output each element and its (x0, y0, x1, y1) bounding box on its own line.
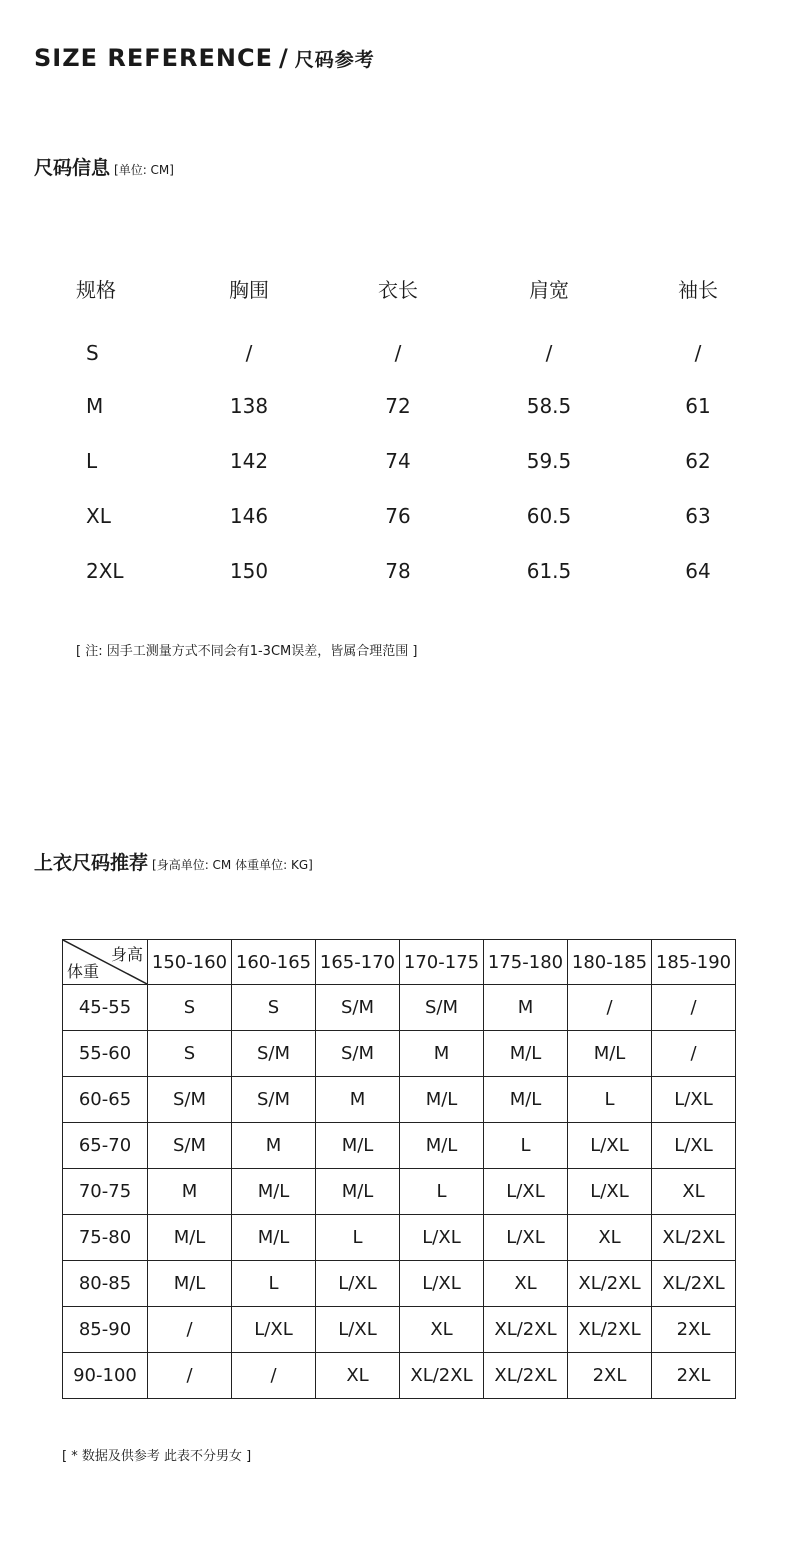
recommend-header-row (63, 940, 736, 985)
size-cell: / (652, 985, 736, 1031)
size-cell: L/XL (316, 1307, 400, 1353)
table-row (63, 985, 736, 1031)
size-cell: L/XL (400, 1215, 484, 1261)
size-cell: L (484, 1123, 568, 1169)
height-range-header: 185-190 (652, 940, 736, 985)
spec-size-label: 2XL (86, 559, 124, 583)
table-row (63, 1307, 736, 1353)
spec-cell: / (545, 341, 553, 365)
size-cell: L (400, 1169, 484, 1215)
weight-range-label: 75-80 (63, 1215, 148, 1261)
height-range-header: 170-175 (400, 940, 484, 985)
size-cell: L/XL (484, 1169, 568, 1215)
size-cell: XL (484, 1261, 568, 1307)
title-separator: / (279, 44, 289, 72)
footer-note: [ * 数据及供参考 此表不分男女 ] (62, 1449, 252, 1464)
size-info-heading: 尺码信息 (34, 157, 111, 179)
weight-range-label: 65-70 (63, 1123, 148, 1169)
weight-range-label: 60-65 (63, 1077, 148, 1123)
size-cell: M/L (316, 1169, 400, 1215)
size-cell: / (568, 985, 652, 1031)
size-cell: M (400, 1031, 484, 1077)
spec-cell: 74 (385, 449, 411, 473)
recommend-header (34, 848, 313, 875)
size-cell: XL/2XL (652, 1215, 736, 1261)
size-cell: 2XL (568, 1353, 652, 1399)
spec-cell: 63 (685, 504, 711, 528)
size-cell: / (652, 1031, 736, 1077)
size-cell: S/M (316, 985, 400, 1031)
size-cell: M/L (568, 1031, 652, 1077)
size-cell: XL (316, 1353, 400, 1399)
size-cell: XL/2XL (400, 1353, 484, 1399)
spec-cell: 76 (385, 504, 411, 528)
height-range-header: 180-185 (568, 940, 652, 985)
size-cell: L (316, 1215, 400, 1261)
weight-range-label: 85-90 (63, 1307, 148, 1353)
size-info-header (34, 153, 174, 180)
table-row (63, 1353, 736, 1399)
spec-cell: 61 (685, 394, 711, 418)
size-cell: S/M (148, 1123, 232, 1169)
spec-cell: / (694, 341, 702, 365)
page-title-cn: 尺码参考 (294, 49, 375, 71)
size-cell: XL/2XL (484, 1307, 568, 1353)
weight-range-label: 55-60 (63, 1031, 148, 1077)
spec-cell: / (245, 341, 253, 365)
size-cell: M/L (232, 1169, 316, 1215)
size-cell: L (232, 1261, 316, 1307)
size-cell: XL/2XL (652, 1261, 736, 1307)
size-cell: M/L (484, 1031, 568, 1077)
measurement-note: [ 注: 因手工测量方式不同会有1-3CM误差，皆属合理范围 ] (76, 644, 418, 659)
page-title-en: SIZE REFERENCE (34, 44, 273, 72)
size-cell: M/L (400, 1077, 484, 1123)
size-cell: L/XL (316, 1261, 400, 1307)
spec-header-row (0, 275, 800, 305)
table-row (63, 1077, 736, 1123)
spec-size-label: XL (86, 504, 111, 528)
size-info-unit: [单位: CM] (114, 163, 174, 177)
size-cell: S/M (232, 1077, 316, 1123)
size-cell: XL/2XL (568, 1261, 652, 1307)
size-cell: L/XL (568, 1169, 652, 1215)
weight-range-label: 80-85 (63, 1261, 148, 1307)
table-row (63, 1261, 736, 1307)
spec-cell: 62 (685, 449, 711, 473)
spec-size-label: M (86, 394, 104, 418)
spec-cell: 138 (229, 394, 269, 418)
height-range-header: 175-180 (484, 940, 568, 985)
size-cell: M/L (400, 1123, 484, 1169)
size-cell: S/M (148, 1077, 232, 1123)
size-cell: M (484, 985, 568, 1031)
size-cell: S/M (400, 985, 484, 1031)
spec-row (0, 501, 800, 531)
spec-column-header: 袖长 (678, 278, 718, 302)
size-cell: S/M (232, 1031, 316, 1077)
size-recommend-table (62, 939, 736, 1399)
size-cell: S (232, 985, 316, 1031)
size-cell: M (148, 1169, 232, 1215)
height-range-header: 150-160 (148, 940, 232, 985)
size-cell: M/L (316, 1123, 400, 1169)
recommend-heading: 上衣尺码推荐 (34, 852, 149, 874)
spec-cell: 72 (385, 394, 411, 418)
size-cell: M/L (148, 1261, 232, 1307)
size-cell: M (232, 1123, 316, 1169)
size-cell: L/XL (652, 1077, 736, 1123)
size-cell: L/XL (484, 1215, 568, 1261)
weight-range-label: 45-55 (63, 985, 148, 1031)
corner-height-label: 身高 (110, 945, 143, 964)
spec-size-label: S (86, 341, 99, 365)
table-row (63, 1169, 736, 1215)
size-cell: M/L (232, 1215, 316, 1261)
size-cell: L/XL (400, 1261, 484, 1307)
height-range-header: 160-165 (232, 940, 316, 985)
height-range-header: 165-170 (316, 940, 400, 985)
size-cell: XL (400, 1307, 484, 1353)
spec-cell: 150 (229, 559, 269, 583)
table-row (63, 1123, 736, 1169)
spec-column-header: 规格 (76, 278, 116, 302)
size-cell: XL (652, 1169, 736, 1215)
size-cell: S/M (316, 1031, 400, 1077)
size-cell: / (148, 1353, 232, 1399)
spec-row (0, 391, 800, 421)
size-cell: L/XL (232, 1307, 316, 1353)
spec-cell: 60.5 (526, 504, 572, 528)
spec-cell: 61.5 (526, 559, 572, 583)
size-cell: M/L (148, 1215, 232, 1261)
spec-cell: 64 (685, 559, 711, 583)
page-title (34, 44, 375, 72)
size-cell: L/XL (568, 1123, 652, 1169)
spec-cell: 146 (229, 504, 269, 528)
size-cell: L/XL (652, 1123, 736, 1169)
spec-cell: 58.5 (526, 394, 572, 418)
spec-row (0, 556, 800, 586)
spec-size-label: L (86, 449, 98, 473)
spec-column-header: 衣长 (378, 278, 418, 302)
size-cell: S (148, 985, 232, 1031)
size-cell: L (568, 1077, 652, 1123)
size-cell: XL/2XL (568, 1307, 652, 1353)
size-cell: S (148, 1031, 232, 1077)
corner-cell (63, 940, 148, 985)
size-cell: 2XL (652, 1353, 736, 1399)
size-cell: M/L (484, 1077, 568, 1123)
weight-range-label: 70-75 (63, 1169, 148, 1215)
weight-range-label: 90-100 (63, 1353, 148, 1399)
size-cell: / (148, 1307, 232, 1353)
spec-cell: / (394, 341, 402, 365)
spec-cell: 59.5 (526, 449, 572, 473)
spec-row (0, 338, 800, 368)
size-cell: 2XL (652, 1307, 736, 1353)
spec-column-header: 胸围 (229, 278, 269, 302)
table-row (63, 1031, 736, 1077)
table-row (63, 1215, 736, 1261)
spec-cell: 142 (229, 449, 269, 473)
recommend-unit: [身高单位: CM 体重单位: KG] (152, 858, 313, 872)
size-cell: M (316, 1077, 400, 1123)
corner-weight-label: 体重 (67, 962, 100, 981)
size-cell: XL (568, 1215, 652, 1261)
spec-row (0, 446, 800, 476)
spec-cell: 78 (385, 559, 411, 583)
spec-column-header: 肩宽 (529, 278, 569, 302)
size-cell: / (232, 1353, 316, 1399)
size-cell: XL/2XL (484, 1353, 568, 1399)
